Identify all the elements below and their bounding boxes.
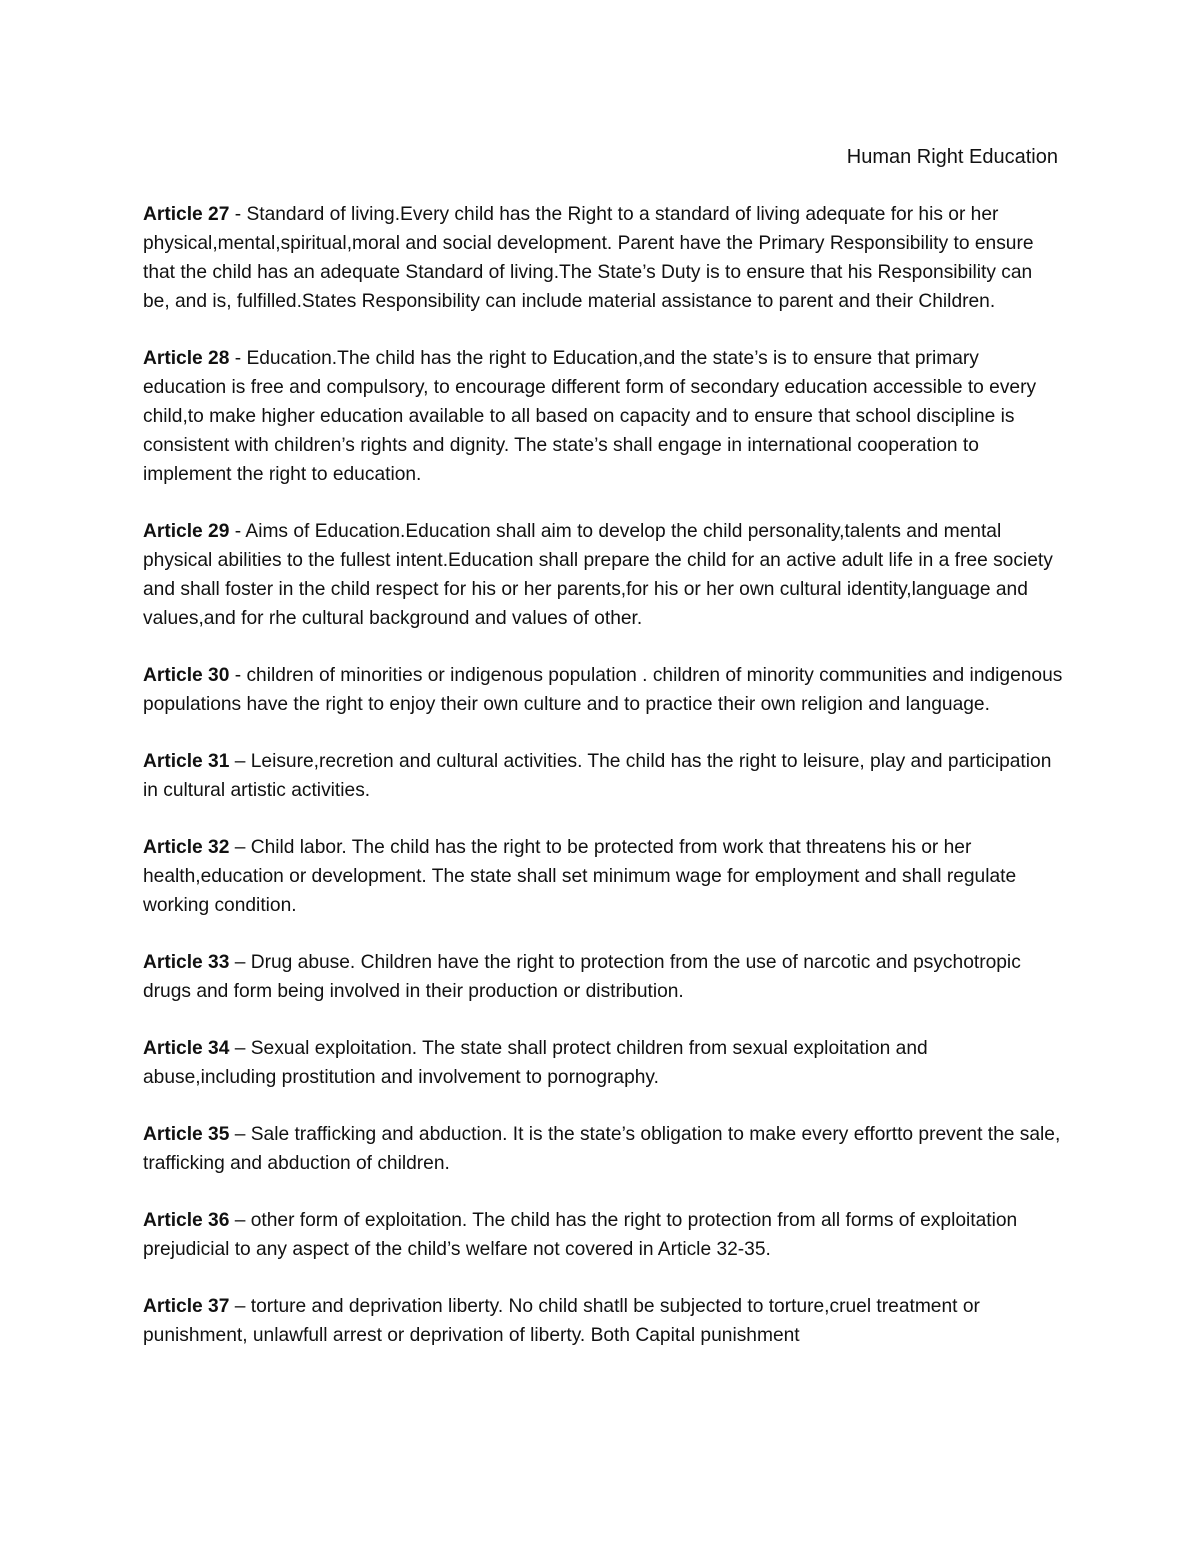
page-header: Human Right Education <box>846 146 1058 168</box>
article-34 <box>143 1034 1063 1092</box>
article-27 <box>143 200 1063 316</box>
article-31 <box>143 747 1063 805</box>
article-28 <box>143 344 1063 489</box>
article-label: Article 35 <box>143 1124 230 1145</box>
article-separator: - <box>229 348 247 369</box>
article-label: Article 27 <box>143 204 230 225</box>
document-body <box>143 200 1063 1378</box>
article-35 <box>143 1120 1063 1178</box>
article-text: Leisure,recretion and cultural activities. The child has the right to leisure, play and participation in cultural artistic activities. <box>143 751 1052 801</box>
article-separator: – <box>229 1296 251 1317</box>
article-36 <box>143 1206 1063 1264</box>
article-separator: – <box>229 952 251 973</box>
article-32 <box>143 833 1063 920</box>
article-text: children of minorities or indigenous population . children of minority communities and indigenous populations have the right to enjoy their own culture and to practice their own religion and language. <box>143 665 1063 715</box>
article-label: Article 29 <box>143 521 230 542</box>
article-text: Drug abuse. Children have the right to protection from the use of narcotic and psychotropic drugs and form being involved in their production or distribution. <box>143 952 1021 1002</box>
article-label: Article 36 <box>143 1210 230 1231</box>
article-33 <box>143 948 1063 1006</box>
article-separator: - <box>229 521 246 542</box>
article-text: Education.The child has the right to Education,and the state’s is to ensure that primary education is free and compulsory, to encourage different form of secondary education accessible to every child,to make higher education available to all based on capacity and to ensure that school discipline is consistent with children’s rights and dignity. The state’s shall engage in international cooperation to implement the right to education. <box>143 348 1037 485</box>
article-label: Article 30 <box>143 665 230 686</box>
article-37 <box>143 1292 1063 1350</box>
article-label: Article 33 <box>143 952 230 973</box>
article-label: Article 31 <box>143 751 230 772</box>
article-separator: – <box>229 1210 251 1231</box>
article-separator: – <box>229 837 251 858</box>
article-label: Article 34 <box>143 1038 230 1059</box>
article-30 <box>143 661 1063 719</box>
article-label: Article 37 <box>143 1296 230 1317</box>
article-label: Article 28 <box>143 348 230 369</box>
article-text: Sexual exploitation. The state shall protect children from sexual exploitation and abuse,including prostitution and involvement to pornography. <box>143 1038 928 1088</box>
article-text: Child labor. The child has the right to be protected from work that threatens his or her health,education or development. The state shall set minimum wage for employment and shall regulate working condition. <box>143 837 1017 916</box>
article-text: Aims of Education.Education shall aim to develop the child personality,talents and mental physical abilities to the fullest intent.Education shall prepare the child for an active adult life in a free society and shall foster in the child respect for his or her parents,for his or her own cultural identity,language and values,and for rhe cultural background and values of other. <box>143 521 1053 629</box>
article-label: Article 32 <box>143 837 230 858</box>
article-text: other form of exploitation. The child has the right to protection from all forms of exploitation prejudicial to any aspect of the child’s welfare not covered in Article 32-35. <box>143 1210 1018 1260</box>
article-29 <box>143 517 1063 633</box>
article-separator: – <box>229 1038 251 1059</box>
article-text: Standard of living.Every child has the Right to a standard of living adequate for his or her physical,mental,spiritual,moral and social development. Parent have the Primary Responsibility to ensure that the child has an adequate Standard of living.The State’s Duty is to ensure that his Responsibility can be, and is, fulfilled.States Responsibility can include material assistance to parent and their Children. <box>143 204 1034 312</box>
article-separator: – <box>229 751 251 772</box>
article-separator: - <box>229 204 247 225</box>
article-separator: – <box>229 1124 251 1145</box>
article-separator: - <box>229 665 247 686</box>
article-text: torture and deprivation liberty. No child shatll be subjected to torture,cruel treatment or punishment, unlawfull arrest or deprivation of liberty. Both Capital punishment <box>143 1296 980 1346</box>
article-text: Sale trafficking and abduction. It is the state’s obligation to make every effortto prevent the sale, trafficking and abduction of children. <box>143 1124 1061 1174</box>
